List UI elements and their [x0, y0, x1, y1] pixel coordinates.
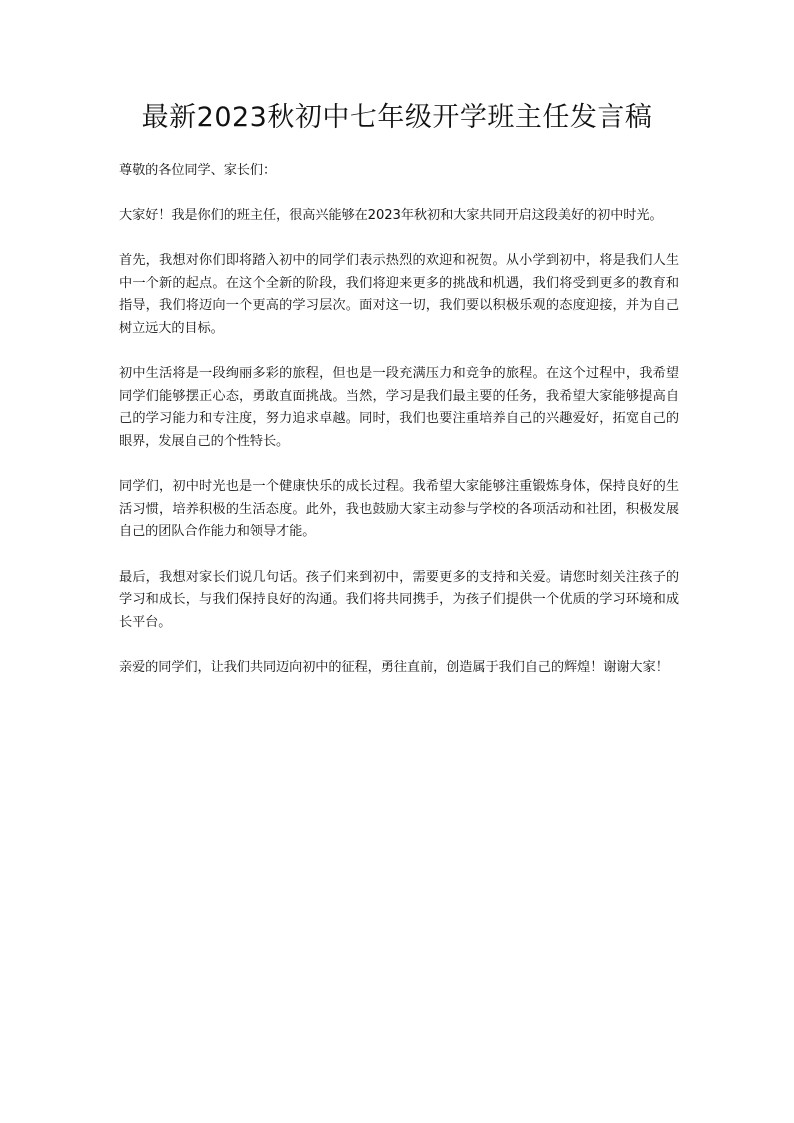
greeting-line: 尊敬的各位同学、家长们： — [119, 163, 277, 178]
paragraph-journey: 初中生活将是一段绚丽多彩的旅程，但也是一段充满压力和竞争的旅程。在这个过程中，我希望同学们能够摆正心态，勇敢直面挑战。当然，学习是我们最主要的任务，我希望大家能够提高自己的学习能力和专注度，努力追求卓越。同时，我们也要注重培养自己的兴趣爱好，拓宽自己的眼界，发展自己的个性特长。 — [119, 366, 679, 449]
document-body — [119, 160, 679, 703]
paragraph-opening: 大家好！我是你们的班主任，很高兴能够在2023年秋初和大家共同开启这段美好的初中时光。 — [119, 207, 663, 223]
paragraph-closing: 亲爱的同学们，让我们共同迈向初中的征程，勇往直前，创造属于我们自己的辉煌！谢谢大家！ — [119, 660, 669, 675]
paragraph-welcome: 首先，我想对你们即将踏入初中的同学们表示热烈的欢迎和祝贺。从小学到初中，将是我们人生中一个新的起点。在这个全新的阶段，我们将迎来更多的挑战和机遇，我们将受到更多的教育和指导，我们将迈向一个更高的学习层次。面对这一切，我们要以积极乐观的态度迎接，并为自己树立远大的目标。 — [119, 253, 679, 336]
paragraph-health: 同学们，初中时光也是一个健康快乐的成长过程。我希望大家能够注重锻炼身体，保持良好的生活习惯，培养积极的生活态度。此外，我也鼓励大家主动参与学校的各项活动和社团，积极发展自己的团队合作能力和领导才能。 — [119, 479, 679, 539]
paragraph-parents: 最后，我想对家长们说几句话。孩子们来到初中，需要更多的支持和关爱。请您时刻关注孩子的学习和成长，与我们保持良好的沟通。我们将共同携手，为孩子们提供一个优质的学习环境和成长平台。 — [119, 569, 679, 630]
document-title: 最新2023秋初中七年级开学班主任发言稿 — [141, 102, 653, 133]
